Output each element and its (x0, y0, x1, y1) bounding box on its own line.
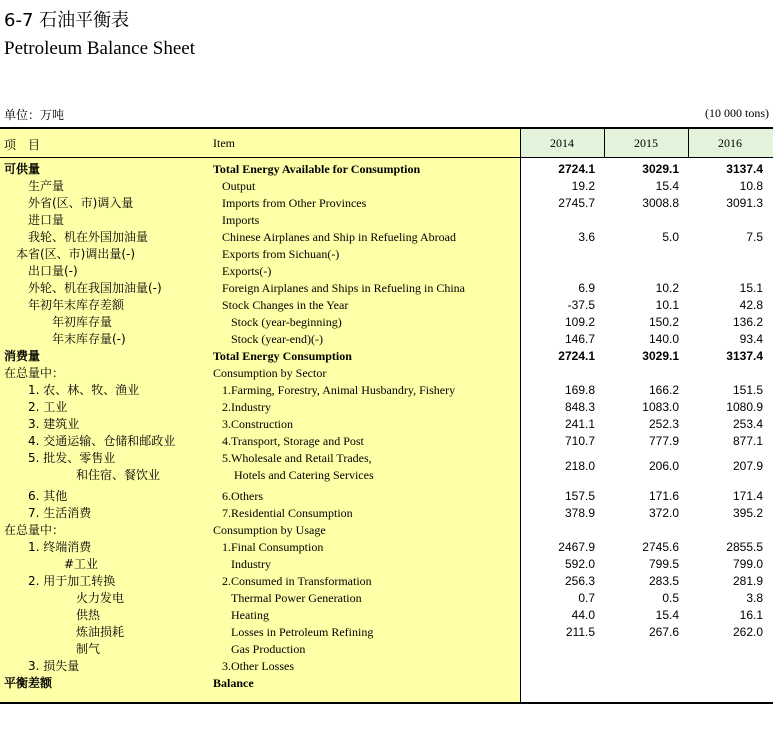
row-label-en-text: 3.Other Losses (222, 659, 294, 673)
row-label-en (222, 488, 263, 505)
table-row (0, 314, 773, 331)
row-label-en-text: Heating (231, 608, 269, 622)
page-title-en: Petroleum Balance Sheet (4, 38, 195, 59)
row-label-cn-text: 我轮、机在外国加油量 (28, 230, 149, 244)
row-label-cn (28, 658, 79, 675)
row-label-cn-text: 可供量 (4, 162, 41, 176)
row-value: 93.4 (739, 332, 763, 346)
row-value: 395.2 (732, 506, 763, 520)
row-label-cn-text: 在总量中： (4, 523, 65, 537)
table-row (0, 522, 773, 539)
row-value: 2745.7 (558, 196, 595, 210)
row-label-cn (4, 348, 40, 365)
row-value: 710.7 (564, 434, 595, 448)
table-row (0, 624, 773, 641)
table-row (0, 229, 773, 246)
row-value: 6.9 (578, 281, 595, 295)
row-label-cn-text: 年初年末库存差额 (28, 298, 125, 312)
row-label-cn (52, 331, 126, 348)
row-value: 140.0 (648, 332, 679, 346)
row-label-cn (64, 556, 98, 573)
row-value: 2467.9 (558, 540, 595, 554)
row-label-en-text: 2.Industry (222, 400, 271, 414)
table-row (0, 212, 773, 229)
row-label-cn (28, 539, 91, 556)
row-label-cn (4, 675, 52, 692)
row-label-cn-text: 7. 生活消费 (28, 506, 92, 520)
row-label-cn-text: 制气 (76, 642, 101, 656)
row-label-cn (76, 624, 124, 641)
table-row (0, 641, 773, 658)
row-value: 799.5 (648, 557, 679, 571)
table-row (0, 488, 773, 505)
row-label-en-text: Stock Changes in the Year (222, 298, 349, 312)
row-label-en (231, 556, 271, 573)
row-value: 3137.4 (726, 162, 763, 176)
row-label-cn-text: 平衡差额 (4, 676, 53, 690)
row-value: 10.1 (655, 298, 679, 312)
row-value: 3.6 (578, 230, 595, 244)
row-value: 5.0 (662, 230, 679, 244)
row-label-cn (28, 433, 175, 450)
row-label-cn-text: 1. 农、林、牧、渔业 (28, 383, 140, 397)
row-label-cn-text: 在总量中： (4, 366, 65, 380)
row-value: 2855.5 (726, 540, 763, 554)
row-label-en-text: Chinese Airplanes and Ship in Refueling Abroad (222, 230, 456, 244)
row-label-en (222, 416, 293, 433)
row-label-en-text: Thermal Power Generation (231, 591, 362, 605)
row-label-en (222, 263, 271, 280)
row-label-en-text: Consumption by Sector (213, 366, 327, 380)
row-value: 241.1 (564, 417, 595, 431)
row-value: 3.8 (746, 591, 763, 605)
row-label-en (222, 539, 323, 556)
row-label-en-text: Balance (213, 676, 254, 690)
row-value: 7.5 (746, 230, 763, 244)
row-label-cn-text: 年初库存量 (52, 315, 113, 329)
row-label-en-text: 1.Final Consumption (222, 540, 324, 554)
table-row (0, 573, 773, 590)
table-row (0, 607, 773, 624)
row-value: 1083.0 (642, 400, 679, 414)
row-label-en-text: Industry (231, 557, 271, 571)
table-row (0, 450, 773, 484)
row-value: 10.2 (655, 281, 679, 295)
row-value: 2745.6 (642, 540, 679, 554)
row-value: 10.8 (739, 179, 763, 193)
row-label-en (231, 641, 305, 658)
row-value: 211.5 (565, 625, 595, 639)
row-label-en-text: 2.Consumed in Transformation (222, 574, 372, 588)
row-label-cn-text: #工业 (64, 557, 99, 571)
row-label-en-text: Imports (222, 213, 260, 227)
row-label-en-text: Exports(-) (222, 264, 272, 278)
row-value: 799.0 (732, 557, 763, 571)
row-label-en (222, 229, 456, 246)
row-label-cn (28, 382, 139, 399)
table-row (0, 178, 773, 195)
row-label-en (222, 573, 372, 590)
row-label-en (222, 658, 294, 675)
row-label-cn (28, 212, 64, 229)
table-row (0, 433, 773, 450)
header-item-en: Item (213, 136, 235, 150)
row-label-cn-text: 生产量 (28, 179, 65, 193)
header-bottom-rule (0, 157, 773, 158)
row-label-cn-text: 3. 建筑业 (28, 417, 80, 431)
row-value: 171.6 (648, 489, 679, 503)
table-row (0, 297, 773, 314)
row-label-cn (28, 573, 115, 590)
row-label-en-text: Output (222, 179, 256, 193)
unit-label-en: (10 000 tons) (705, 106, 769, 120)
row-label-en-text: Stock (year-beginning) (231, 315, 342, 329)
table-row (0, 382, 773, 399)
row-label-cn-text: 3. 损失量 (28, 659, 80, 673)
row-value: 262.0 (732, 625, 763, 639)
header-year: 2015 (634, 136, 658, 150)
row-label-en-text: Imports from Other Provinces (222, 196, 367, 210)
row-label-cn-text: 4. 交通运输、仓储和邮政业 (28, 434, 176, 448)
row-label-en (222, 382, 455, 399)
row-value: 146.7 (564, 332, 595, 346)
header-year: 2016 (718, 136, 742, 150)
row-value: 150.2 (648, 315, 679, 329)
row-value: 166.2 (648, 383, 679, 397)
row-label-cn-text: 供热 (76, 608, 101, 622)
row-label-cn-text: 炼油损耗 (76, 625, 125, 639)
header-item-cn: 项 目 (4, 138, 41, 152)
row-label-en (222, 450, 374, 484)
row-label-en (231, 624, 373, 641)
row-value: 877.1 (732, 434, 763, 448)
row-label-en-text: Exports from Sichuan(-) (222, 247, 340, 261)
row-value: -37.5 (567, 298, 595, 312)
row-label-cn-text: 和住宿、餐饮业 (76, 468, 161, 482)
row-value: 0.5 (662, 591, 679, 605)
row-value: 777.9 (648, 434, 679, 448)
table-row (0, 348, 773, 365)
row-label-en-text: 7.Residential Consumption (222, 506, 353, 520)
row-value: 136.2 (732, 315, 763, 329)
row-value: 256.3 (564, 574, 595, 588)
row-value: 1080.9 (726, 400, 763, 414)
row-label-en (231, 314, 342, 331)
table-row (0, 399, 773, 416)
row-value: 151.5 (732, 383, 763, 397)
table-row (0, 675, 773, 692)
row-label-en (222, 399, 271, 416)
table-row (0, 331, 773, 348)
row-value: 15.1 (739, 281, 763, 295)
row-value: 169.8 (564, 383, 595, 397)
row-label-cn-text: 消费量 (4, 349, 41, 363)
row-value: 42.8 (739, 298, 763, 312)
balance-table (0, 127, 773, 703)
row-label-cn (28, 450, 160, 484)
row-label-en-text: 6.Others (222, 489, 263, 503)
table-row (0, 161, 773, 178)
row-label-en (213, 161, 420, 178)
table-row (0, 280, 773, 297)
row-label-cn (28, 229, 148, 246)
row-label-cn (52, 314, 112, 331)
row-label-en-text: 5.Wholesale and Retail Trades, (222, 451, 372, 465)
row-label-cn (28, 178, 64, 195)
row-value: 372.0 (648, 506, 679, 520)
row-label-en (231, 607, 269, 624)
row-label-en-text: Consumption by Usage (213, 523, 326, 537)
row-value: 0.7 (578, 591, 595, 605)
row-label-cn (76, 641, 100, 658)
row-value: 592.0 (564, 557, 595, 571)
row-label-cn (28, 416, 79, 433)
row-label-en (213, 365, 326, 382)
row-label-cn (76, 590, 124, 607)
table-row (0, 556, 773, 573)
row-value: 3008.8 (642, 196, 679, 210)
row-label-cn-text: 出口量(-) (28, 264, 78, 278)
table-bottom-rule (0, 702, 773, 704)
row-label-cn-text: 2. 用于加工转换 (28, 574, 116, 588)
row-label-cn-text: 外省(区、市)调入量 (28, 196, 134, 210)
row-label-en-text: Total Energy Available for Consumption (213, 162, 421, 176)
row-value: 283.5 (648, 574, 679, 588)
row-label-cn-text: 进口量 (28, 213, 65, 227)
row-value: 281.9 (732, 574, 763, 588)
row-label-en (213, 675, 254, 692)
row-value: 207.9 (732, 459, 763, 473)
table-row (0, 246, 773, 263)
row-label-cn-text: 2. 工业 (28, 400, 68, 414)
row-label-en (222, 433, 364, 450)
row-value: 267.6 (648, 625, 679, 639)
row-label-en-text: Stock (year-end)(-) (231, 332, 324, 346)
row-label-en-text: Total Energy Consumption (213, 349, 352, 363)
row-value: 16.1 (739, 608, 763, 622)
row-label-en-text: Gas Production (231, 642, 306, 656)
row-label-cn (76, 607, 100, 624)
row-value: 3029.1 (642, 162, 679, 176)
row-value: 19.2 (571, 179, 595, 193)
table-row (0, 658, 773, 675)
table-row (0, 590, 773, 607)
row-label-en (222, 246, 339, 263)
row-label-cn-text: 5. 批发、零售业 (28, 451, 116, 465)
row-label-en (222, 280, 465, 297)
row-label-cn (28, 488, 67, 505)
row-label-en-text: 3.Construction (222, 417, 293, 431)
row-label-cn (16, 246, 135, 263)
row-label-en (222, 195, 366, 212)
page-title-cn: 6-7 石油平衡表 (4, 10, 130, 31)
row-label-en (231, 331, 323, 348)
row-value: 218.0 (564, 459, 595, 473)
row-value: 3091.3 (726, 196, 763, 210)
row-label-en-text: 4.Transport, Storage and Post (222, 434, 364, 448)
row-value: 15.4 (655, 608, 679, 622)
row-label-cn (28, 280, 162, 297)
table-row (0, 505, 773, 522)
row-label-en-text: Foreign Airplanes and Ships in Refueling in China (222, 281, 465, 295)
table-row (0, 539, 773, 556)
row-label-cn (28, 505, 91, 522)
row-label-cn (4, 365, 64, 382)
row-value: 15.4 (655, 179, 679, 193)
row-label-en-text: Losses in Petroleum Refining (231, 625, 374, 639)
row-label-cn (28, 297, 124, 314)
row-label-cn-text: 年末库存量(-) (52, 332, 126, 346)
row-label-cn (4, 161, 40, 178)
row-label-en (222, 212, 259, 229)
row-value: 253.4 (732, 417, 763, 431)
row-value: 3029.1 (642, 349, 679, 363)
table-row (0, 195, 773, 212)
row-value: 157.5 (564, 489, 595, 503)
row-label-cn (28, 263, 78, 280)
row-value: 44.0 (571, 608, 595, 622)
table-row (0, 365, 773, 382)
row-value: 109.2 (564, 315, 595, 329)
row-label-cn-text: 外轮、机在我国加油量(-) (28, 281, 162, 295)
row-label-en (222, 505, 353, 522)
row-label-cn (28, 399, 67, 416)
row-label-cn-text: 1. 终端消费 (28, 540, 92, 554)
header-year: 2014 (550, 136, 574, 150)
row-value: 2724.1 (558, 349, 595, 363)
row-label-cn (28, 195, 133, 212)
row-label-en (222, 297, 348, 314)
table-row (0, 416, 773, 433)
row-label-en (213, 522, 326, 539)
row-label-en-text: Hotels and Catering Services (234, 468, 374, 482)
row-label-cn-text: 6. 其他 (28, 489, 68, 503)
row-label-en (222, 178, 255, 195)
row-value: 848.3 (564, 400, 595, 414)
row-label-cn (4, 522, 64, 539)
row-value: 2724.1 (558, 162, 595, 176)
row-label-en-text: 1.Farming, Forestry, Animal Husbandry, Fishery (222, 383, 456, 397)
row-value: 3137.4 (726, 349, 763, 363)
row-label-cn-text: 本省(区、市)调出量(-) (16, 247, 136, 261)
row-label-en (213, 348, 352, 365)
row-label-cn-text: 火力发电 (76, 591, 125, 605)
row-value: 171.4 (732, 489, 763, 503)
table-top-rule (0, 127, 773, 129)
row-value: 252.3 (648, 417, 679, 431)
table-row (0, 263, 773, 280)
unit-label-cn: 单位：万吨 (4, 108, 65, 122)
row-value: 378.9 (564, 506, 595, 520)
row-value: 206.0 (648, 459, 679, 473)
row-label-en (231, 590, 362, 607)
